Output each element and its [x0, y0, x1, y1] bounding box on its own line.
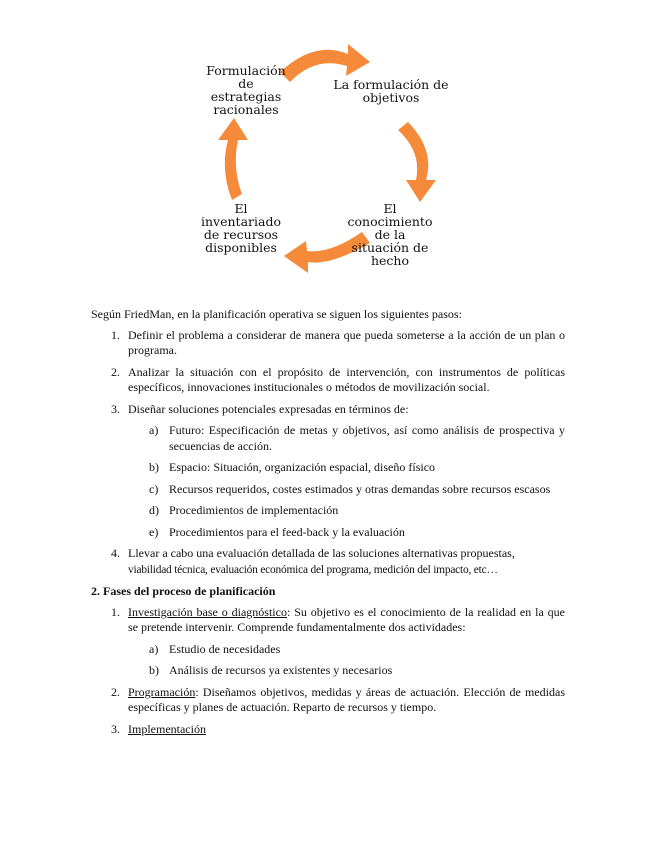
label-strategies: Formulación de estrategias racionales	[206, 63, 286, 117]
label-objectives: La formulación de objetivos	[333, 77, 449, 105]
list-item: 3. Diseñar soluciones potenciales expresadas en términos de:	[111, 401, 409, 416]
sub-item: e) Procedimientos para el feed-back y la evaluación	[149, 524, 405, 539]
document-body	[91, 307, 565, 737]
friedman-steps-cont	[91, 546, 565, 578]
label-situation: El conocimiento de la situación de hecho	[347, 201, 433, 268]
sub-item: a) Estudio de necesidades	[149, 641, 281, 656]
label-inventory: El inventariado de recursos disponibles	[201, 201, 281, 255]
list-item: 1. Definir el problema a considerar de manera que pueda someterse a la acción de un plan o programa.	[111, 327, 565, 357]
diagnosis-sublist	[91, 642, 565, 679]
list-item: 1. Investigación base o diagnóstico: Su objetivo es el conocimiento de la realidad en la que se pretende intervenir. Comprende fundamentalmente dos actividades:	[111, 604, 566, 634]
sub-item: b) Espacio: Situación, organización espacial, diseño físico	[149, 460, 436, 474]
section-heading: 2. Fases del proceso de planificación	[91, 584, 276, 598]
list-item: 2. Programación: Diseñamos objetivos, medidas y áreas de actuación. Elección de medidas específicas y planes de actuación. Reparto de recursos y tiempo.	[111, 684, 565, 714]
sub-item: c) Recursos requeridos, costes estimados y otras demandas sobre recursos escasos	[149, 481, 551, 496]
intro-paragraph: Según FriedMan, en la planificación operativa se siguen los siguientes pasos:	[91, 307, 462, 321]
sub-item: d) Procedimientos de implementación	[149, 503, 339, 517]
sub-item: a) Futuro: Especificación de metas y objetivos, así como análisis de prospectiva y secuencias de acción.	[149, 423, 565, 453]
sub-item: b) Análisis de recursos ya existentes y necesarios	[149, 663, 393, 677]
phases-list	[91, 605, 565, 636]
design-sublist	[91, 423, 565, 540]
cycle-diagram	[180, 30, 480, 290]
list-item: 4. Llevar a cabo una evaluación detallada de las soluciones alternativas propuestas, viabilidad técnica, evaluación económica del programa, medición del impacto, etc…	[111, 546, 515, 576]
phases-list-cont	[91, 685, 565, 738]
list-item: 2. Analizar la situación con el propósito de intervención, con instrumentos de políticas específicos, innovaciones institucionales o métodos de movilización social.	[111, 364, 565, 394]
friedman-steps	[91, 328, 565, 418]
arrow-right	[398, 122, 436, 202]
list-item: 3. Implementación	[111, 721, 206, 736]
arrow-left	[218, 118, 248, 200]
